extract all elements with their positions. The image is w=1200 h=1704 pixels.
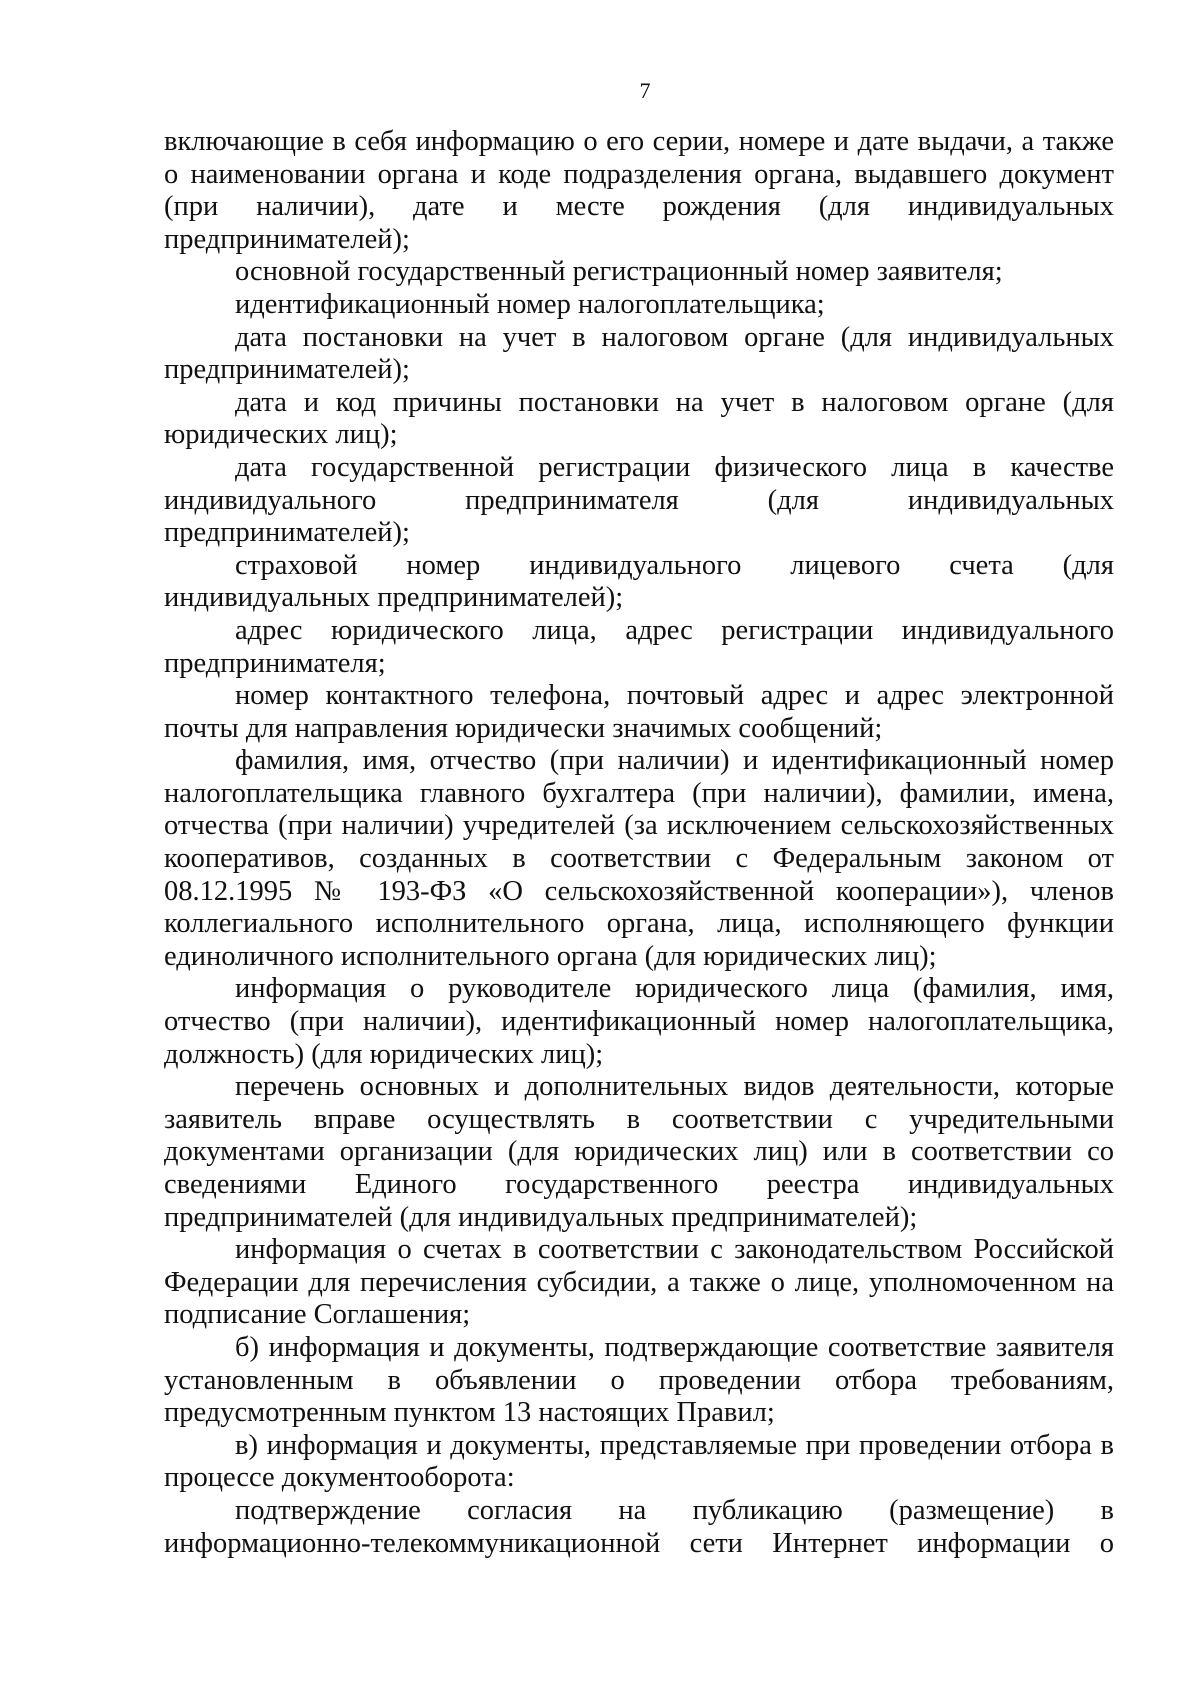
paragraph: фамилия, имя, отчество (при наличии) и идентификационный номер налогоплательщика главного бухгалтера (при наличии), фамилии, имена, отчества (при наличии) учредителей (за исключением сельскохозяйственных кооперативов, созданных в соответствии с Федеральным законом от 08.12.1995 № 193-ФЗ «О сельскохозяйственной кооперации»), членов коллегиального исполнительного органа, лица, исполняющего функции единоличного исполнительного органа (для юридических лиц); bbox=[164, 745, 1114, 972]
paragraph: дата и код причины постановки на учет в налоговом органе (для юридических лиц); bbox=[164, 386, 1114, 451]
paragraph: дата постановки на учет в налоговом органе (для индивидуальных предпринимателей); bbox=[164, 321, 1114, 386]
paragraph: включающие в себя информацию о его серии, номере и дате выдачи, а также о наименовании органа и коде подразделения органа, выдавшего документ (при наличии), дате и месте рождения (для индивидуальных предпринимателей); bbox=[164, 126, 1114, 255]
paragraph: информация о руководителе юридического лица (фамилия, имя, отчество (при наличии), идентификационный номер налогоплательщика, должность) (для юридических лиц); bbox=[164, 973, 1114, 1070]
paragraph: перечень основных и дополнительных видов деятельности, которые заявитель вправе осуществлять в соответствии с учредительными документами организации (для юридических лиц) или в соответствии со сведениями Единого государственного реестра индивидуальных предпринимателей (для индивидуальных предпринимателей); bbox=[164, 1071, 1114, 1233]
paragraph: страховой номер индивидуального лицевого счета (для индивидуальных предпринимателей); bbox=[164, 549, 1114, 614]
paragraph: в) информация и документы, представляемые при проведении отбора в процессе документооборота: bbox=[164, 1429, 1114, 1494]
paragraph: дата государственной регистрации физического лица в качестве индивидуального предпринимателя (для индивидуальных предпринимателей); bbox=[164, 451, 1114, 549]
document-body bbox=[164, 126, 1114, 1560]
paragraph: адрес юридического лица, адрес регистрации индивидуального предпринимателя; bbox=[164, 614, 1114, 679]
paragraph: информация о счетах в соответствии с законодательством Российской Федерации для перечисления субсидии, а также о лице, уполномоченном на подписание Соглашения; bbox=[164, 1234, 1114, 1331]
page-number: 7 bbox=[639, 78, 651, 103]
paragraph: подтверждение согласия на публикацию (размещение) в информационно-телекоммуникационной сети Интернет информации о bbox=[164, 1494, 1114, 1559]
paragraph: б) информация и документы, подтверждающие соответствие заявителя установленным в объявлении о проведении отбора требованиям, предусмотренным пунктом 13 настоящих Правил; bbox=[164, 1331, 1114, 1429]
paragraph: основной государственный регистрационный номер заявителя; bbox=[235, 256, 1003, 288]
paragraph: идентификационный номер налогоплательщика; bbox=[235, 288, 825, 320]
paragraph: номер контактного телефона, почтовый адрес и адрес электронной почты для направления юридически значимых сообщений; bbox=[164, 680, 1114, 744]
